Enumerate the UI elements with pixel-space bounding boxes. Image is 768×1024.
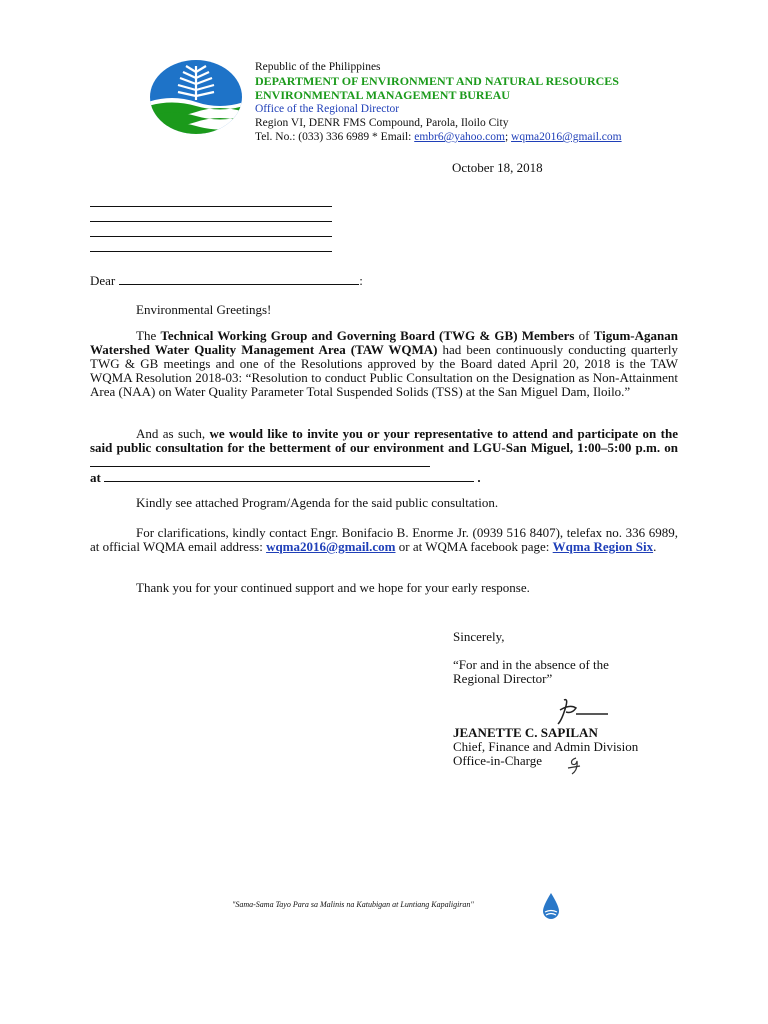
at-text: at bbox=[90, 470, 101, 485]
text: of bbox=[574, 328, 594, 343]
paragraph-1 bbox=[90, 329, 678, 399]
email-link-yahoo[interactable]: embr6@yahoo.com bbox=[414, 131, 505, 143]
footer-motto: "Sama-Sama Tayo Para sa Malinis na Katubigan at Luntiang Kapaligiran" bbox=[232, 900, 474, 909]
text: The bbox=[136, 328, 161, 343]
text: had been continuously conducting quarterly TWG & GB meetings and one of the Resolutions approved by the Board dated April 20, 2018 is the TAW WQMA Resolution 2018-03: “Resolution to conduct Public Consultation on the Designation as Non-Attainment Area (NAA) on Water Quality Parameter Total Suspended Solids (TSS) at the San Miguel Dam, Iloilo.” bbox=[90, 342, 678, 399]
signatory-title: Chief, Finance and Admin Division bbox=[453, 739, 639, 754]
bold-text: Technical Working Group and Governing Board (TWG & GB) Members bbox=[160, 328, 575, 343]
signatory-designation: Office-in-Charge bbox=[453, 753, 543, 768]
closing-sincerely: Sincerely, bbox=[453, 629, 505, 644]
department-name: DEPARTMENT OF ENVIRONMENT AND NATURAL RESOURCES bbox=[255, 74, 619, 88]
paragraph-2 bbox=[90, 427, 678, 485]
salutation bbox=[90, 272, 363, 289]
republic-line: Republic of the Philippines bbox=[255, 61, 381, 73]
text: . bbox=[653, 539, 657, 554]
date-blank bbox=[90, 455, 430, 467]
paragraph-4 bbox=[90, 526, 678, 554]
text: Thank you for your continued support and we hope for your early response. bbox=[136, 580, 530, 595]
bold-text: Tigum-Aganan Watershed Water Quality Management Area (TAW WQMA) bbox=[90, 328, 678, 357]
office-address: Region VI, DENR FMS Compound, Parola, Iloilo City bbox=[255, 117, 509, 129]
water-drop-icon bbox=[541, 892, 561, 920]
text: For clarifications, kindly contact Engr. Bonifacio B. Enorme Jr. (0939 516 8407), telefax no. 336 6989, at official WQMA email address: bbox=[90, 525, 678, 554]
facebook-page-link[interactable]: Wqma Region Six bbox=[552, 539, 654, 554]
text: And as such, bbox=[136, 426, 210, 441]
address-blank bbox=[90, 192, 332, 207]
address-blank bbox=[90, 207, 332, 222]
bold-text: we would like to invite you or your representative to attend and participate on the said public consultation for the betterment of our environment and LGU-San Miguel, 1:00–5:00 p.m. on bbox=[90, 426, 678, 455]
colon: : bbox=[359, 273, 363, 288]
quote-line: “For and in the absence of the bbox=[453, 657, 609, 672]
greeting bbox=[90, 303, 678, 317]
closing-quote bbox=[453, 658, 609, 686]
venue-blank bbox=[104, 470, 474, 482]
office-name: Office of the Regional Director bbox=[255, 103, 400, 115]
signatory-name: JEANETTE C. SAPILAN bbox=[453, 725, 598, 740]
greeting-text: Environmental Greetings! bbox=[136, 302, 272, 317]
paragraph-5 bbox=[90, 581, 678, 595]
wqma-email-link[interactable]: wqma2016@gmail.com bbox=[266, 539, 396, 554]
text: or at WQMA facebook page: bbox=[395, 539, 553, 554]
address-blank bbox=[90, 237, 332, 252]
initial-mark bbox=[566, 756, 582, 776]
letter-date: October 18, 2018 bbox=[452, 160, 543, 175]
separator: ; bbox=[504, 131, 512, 143]
address-blank bbox=[90, 222, 332, 237]
letterhead bbox=[255, 60, 735, 144]
paragraph-3 bbox=[90, 496, 678, 510]
tel-text: Tel. No.: (033) 336 6989 * Email: bbox=[255, 131, 415, 143]
bureau-name: ENVIRONMENTAL MANAGEMENT BUREAU bbox=[255, 88, 510, 102]
recipient-address-blanks bbox=[90, 192, 332, 252]
dear-text: Dear bbox=[90, 273, 116, 288]
signature-mark bbox=[546, 696, 616, 726]
denr-logo-icon bbox=[148, 58, 244, 136]
email-link-gmail[interactable]: wqma2016@gmail.com bbox=[511, 131, 622, 143]
recipient-name-blank bbox=[119, 272, 359, 285]
quote-line: Regional Director” bbox=[453, 671, 553, 686]
period: . bbox=[477, 470, 481, 485]
contact-line bbox=[255, 130, 735, 144]
text: Kindly see attached Program/Agenda for the said public consultation. bbox=[136, 495, 499, 510]
